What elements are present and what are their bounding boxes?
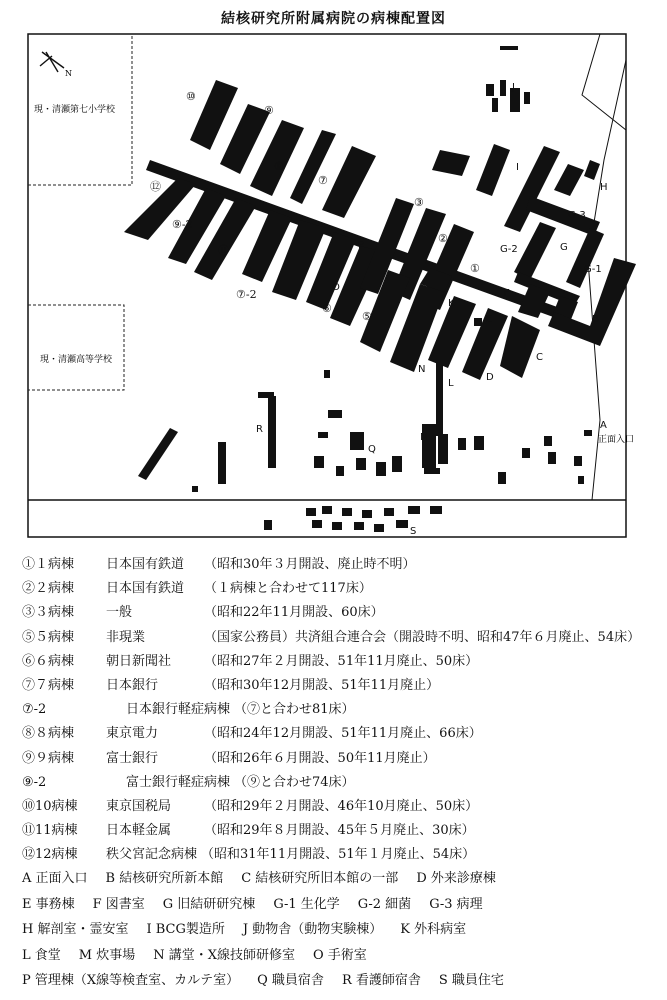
ward-id: ⑫12病棟 bbox=[22, 847, 78, 863]
ward-id: ⑪11病棟 bbox=[22, 823, 78, 839]
label-i: I bbox=[516, 162, 519, 173]
facility-row bbox=[22, 867, 652, 893]
facility-item: I BCG製造所 bbox=[146, 922, 225, 938]
ward-details: （⑨と合わせ74床） bbox=[234, 774, 355, 790]
ward-sponsor: 日本国有鉄道 bbox=[106, 581, 185, 597]
ward-label-9-2: ⑨-2 bbox=[172, 218, 193, 231]
ward-row bbox=[22, 771, 652, 795]
ward-sponsor: 東京国税局 bbox=[106, 798, 172, 814]
facility-item: Q 職員宿舎 bbox=[257, 973, 324, 989]
school-boundary-bottom bbox=[28, 305, 124, 390]
ward-details: （昭和30年３月開設、廃止時不明） bbox=[204, 557, 416, 572]
ward-sponsor: 富士銀行軽症病棟 bbox=[126, 774, 231, 790]
facility-item: N 講堂・X線技師研修室 bbox=[153, 947, 295, 963]
label-l: L bbox=[448, 378, 454, 389]
ward-row bbox=[22, 747, 652, 771]
label-d: D bbox=[486, 372, 494, 383]
ward-row bbox=[22, 698, 652, 722]
label-m: M bbox=[420, 432, 429, 443]
label-n: N bbox=[418, 364, 426, 375]
ward-id: ⑦-2 bbox=[22, 702, 47, 718]
ward-details: （昭和29年２月開設、46年10月廃止、50床） bbox=[204, 798, 479, 814]
facility-row bbox=[22, 918, 652, 944]
facility-item: P 管理棟（X線等検査室、カルテ室） bbox=[22, 973, 240, 989]
ward-id: ②２病棟 bbox=[22, 581, 75, 597]
entrance-label: 正面入口 bbox=[598, 435, 635, 445]
ward-id: ⑨-2 bbox=[22, 774, 47, 790]
ward-row bbox=[22, 674, 652, 698]
east-boundary bbox=[582, 34, 626, 130]
label-g: G bbox=[560, 242, 568, 253]
page-title: 結核研究所附属病院の病棟配置図 bbox=[221, 11, 446, 27]
ward-details: （昭和22年11月開設、60床） bbox=[204, 605, 384, 621]
label-f: F bbox=[504, 288, 510, 299]
facility-item: F 図書室 bbox=[92, 896, 145, 912]
ward-label-10: ⑩ bbox=[186, 90, 196, 103]
ward-row bbox=[22, 795, 652, 819]
ward-details: （１病棟と合わせて117床） bbox=[204, 581, 372, 597]
ward-id: ⑨９病棟 bbox=[22, 750, 75, 766]
ward-details: （⑦と合わせ81床） bbox=[234, 702, 355, 718]
ward-details: （昭和27年２月開設、51年11月廃止、50床） bbox=[204, 653, 479, 669]
ward-label-6: ⑥ bbox=[322, 302, 332, 315]
ward-sponsor: 秩父宮記念病棟 bbox=[106, 847, 198, 863]
ward-sponsor: 朝日新聞社 bbox=[106, 653, 172, 669]
ward-list bbox=[22, 553, 652, 867]
ward-details: （昭和24年12月開設、51年11月廃止、66床） bbox=[204, 726, 482, 742]
ward-row bbox=[22, 819, 652, 843]
ward-sponsor: 東京電力 bbox=[106, 726, 159, 742]
label-k: K bbox=[448, 298, 455, 309]
ward-label-8: ⑧ bbox=[274, 160, 284, 173]
ward-id: ①１病棟 bbox=[22, 557, 75, 572]
label-b: B bbox=[592, 314, 599, 325]
ward-sponsor: 非現業 bbox=[106, 629, 146, 645]
label-c: C bbox=[536, 352, 543, 363]
ward-label-7-2: ⑦-2 bbox=[236, 288, 257, 301]
facility-item: E 事務棟 bbox=[22, 896, 75, 912]
ward-row bbox=[22, 577, 652, 601]
label-p: P bbox=[358, 240, 365, 251]
ward-id: ⑥６病棟 bbox=[22, 653, 75, 669]
facility-item: K 外科病室 bbox=[400, 922, 467, 938]
ward-label-5: ⑤ bbox=[362, 310, 372, 323]
label-g1: G-1 bbox=[584, 264, 602, 275]
ward-row bbox=[22, 650, 652, 674]
facility-item: C 結核研究所旧本館の一部 bbox=[241, 871, 399, 887]
ward-id: ⑧８病棟 bbox=[22, 726, 75, 742]
animal-house-blocks bbox=[486, 46, 530, 112]
ward-sponsor: 日本国有鉄道 bbox=[106, 557, 185, 572]
ward-row bbox=[22, 601, 652, 625]
label-g3: G-3 bbox=[568, 210, 586, 221]
facility-row bbox=[22, 944, 652, 970]
label-r: R bbox=[256, 424, 263, 435]
facility-list bbox=[22, 867, 652, 995]
facility-item: H 解剖室・霊安室 bbox=[22, 922, 129, 938]
ward-sponsor: 富士銀行 bbox=[106, 750, 159, 766]
ward-row bbox=[22, 722, 652, 746]
school-label-bottom: 現・清瀬高等学校 bbox=[40, 355, 113, 365]
ward-label-7: ⑦ bbox=[318, 174, 328, 187]
ward-row bbox=[22, 626, 652, 650]
facility-item: D 外来診療棟 bbox=[416, 871, 496, 887]
ward-id: ③３病棟 bbox=[22, 605, 75, 621]
facility-row bbox=[22, 893, 652, 919]
facility-item: G-3 病理 bbox=[429, 896, 483, 912]
label-q: Q bbox=[368, 444, 376, 455]
ward-id: ⑦７病棟 bbox=[22, 677, 75, 693]
ward-details: （昭和26年６月開設、50年11月廃止） bbox=[204, 750, 436, 766]
ward-label-12: ⑫ bbox=[150, 180, 161, 193]
ward-details: （昭和31年11月開設、51年１月廃止、54床） bbox=[201, 847, 476, 863]
label-h: H bbox=[600, 182, 608, 193]
ward-sponsor: 一般 bbox=[106, 605, 133, 621]
facility-item: G-2 細菌 bbox=[357, 896, 412, 912]
label-o: O bbox=[332, 282, 340, 293]
ward-row bbox=[22, 553, 652, 577]
facility-item: R 看護師宿舎 bbox=[341, 973, 421, 989]
ward-details: （国家公務員）共済組合連合会（開設時不明、昭和47年６月廃止、54床） bbox=[204, 629, 641, 645]
ward-details: （昭和30年12月開設、51年11月廃止） bbox=[204, 677, 440, 693]
facility-item: B 結核研究所新本館 bbox=[105, 871, 224, 887]
ward-details: （昭和29年８月開設、45年５月廃止、30床） bbox=[204, 823, 475, 839]
svg-text:N: N bbox=[65, 69, 72, 78]
school-label-top: 現・清瀬第七小学校 bbox=[34, 105, 116, 115]
ward-sponsor: 日本軽金属 bbox=[106, 823, 172, 839]
ward-label-1: ① bbox=[470, 262, 480, 275]
facility-item: O 手術室 bbox=[312, 947, 367, 963]
compass-icon bbox=[40, 52, 72, 78]
ward-row bbox=[22, 843, 652, 867]
facility-item: S 職員住宅 bbox=[438, 973, 504, 989]
facility-item: L 食堂 bbox=[22, 947, 61, 963]
label-j: J bbox=[512, 82, 515, 93]
label-e: E bbox=[486, 314, 493, 325]
label-a: A bbox=[600, 420, 607, 431]
facility-row bbox=[22, 969, 652, 995]
ward-sponsor: 日本銀行軽症病棟 bbox=[126, 702, 231, 718]
label-g2: G-2 bbox=[500, 244, 518, 255]
facility-item: A 正面入口 bbox=[22, 871, 88, 887]
facility-item: G 旧結研研究棟 bbox=[162, 896, 256, 912]
ward-label-9: ⑨ bbox=[264, 104, 274, 117]
ward-label-11: ⑪ bbox=[218, 244, 229, 257]
ward-label-3: ③ bbox=[414, 196, 424, 209]
kitchen-corridor bbox=[436, 360, 443, 436]
facility-item: G-1 生化学 bbox=[273, 896, 340, 912]
ward-id: ⑩10病棟 bbox=[22, 798, 78, 814]
ward-id: ⑤５病棟 bbox=[22, 629, 75, 645]
ward-label-2: ② bbox=[438, 232, 448, 245]
legend bbox=[22, 553, 652, 995]
facility-item: J 動物舎（動物実験棟） bbox=[242, 922, 383, 938]
label-s: S bbox=[410, 526, 417, 537]
ward-sponsor: 日本銀行 bbox=[106, 677, 159, 693]
facility-item: M 炊事場 bbox=[78, 947, 136, 963]
